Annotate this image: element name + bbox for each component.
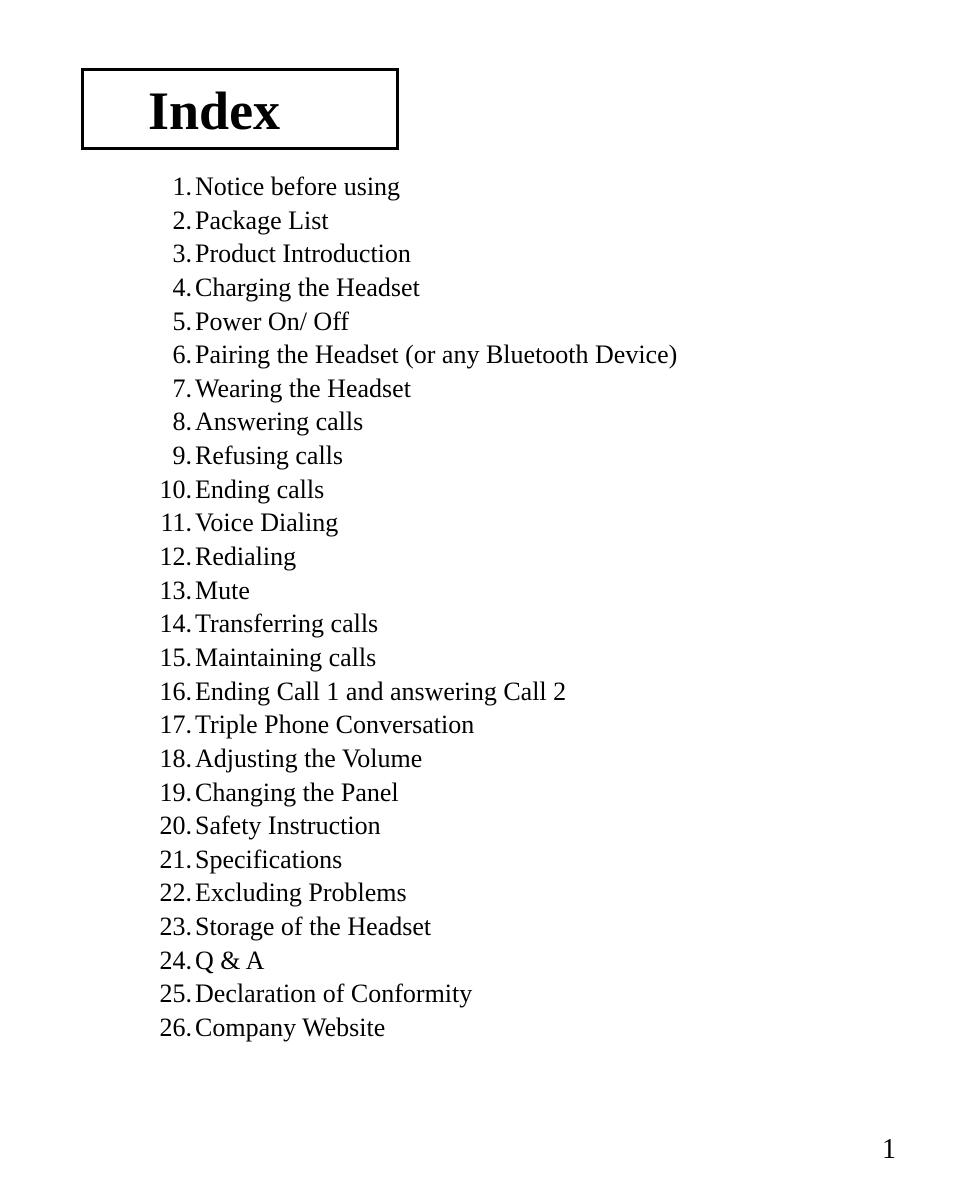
toc-item (150, 641, 677, 675)
toc-item-number: 13. (159, 575, 192, 605)
toc-item-number: 19. (159, 777, 192, 807)
toc-item (150, 910, 677, 944)
toc-item-label: Company Website (195, 1013, 386, 1043)
toc-item-label: Q & A (195, 945, 265, 975)
toc-item-label: Redialing (195, 542, 297, 572)
toc-item (150, 607, 677, 641)
toc-item-label: Declaration of Conformity (195, 979, 473, 1009)
toc-item (150, 776, 677, 810)
toc-item-label: Ending calls (195, 474, 325, 504)
toc-item-label: Excluding Problems (195, 878, 407, 908)
table-of-contents (150, 170, 677, 1045)
toc-item-label: Mute (195, 575, 250, 605)
index-title-box (81, 68, 399, 150)
toc-item-number: 21. (159, 844, 192, 874)
toc-item (150, 708, 677, 742)
toc-item-number: 23. (159, 912, 192, 942)
toc-item-number: 9. (172, 441, 192, 471)
toc-item-number: 4. (172, 272, 192, 302)
toc-item-label: Storage of the Headset (195, 912, 432, 942)
toc-item-label: Power On/ Off (195, 306, 350, 336)
toc-item (150, 1011, 677, 1045)
toc-item (150, 237, 677, 271)
toc-item-label: Notice before using (195, 172, 401, 201)
toc-item-label: Charging the Headset (195, 272, 420, 302)
toc-item-number: 10. (159, 474, 192, 504)
toc-item-label: Voice Dialing (195, 508, 339, 538)
toc-item (150, 843, 677, 877)
toc-item-number: 1. (172, 172, 192, 201)
toc-item (150, 405, 677, 439)
toc-item-label: Refusing calls (195, 441, 344, 471)
toc-item-label: Maintaining calls (195, 642, 377, 672)
toc-item (150, 170, 677, 204)
toc-item-label: Transferring calls (195, 609, 379, 639)
toc-item (150, 876, 677, 910)
toc-item-number: 20. (159, 811, 192, 841)
toc-item-number: 7. (172, 373, 192, 403)
toc-item-number: 18. (159, 743, 192, 773)
toc-item (150, 204, 677, 238)
toc-item-number: 24. (159, 945, 192, 975)
toc-item (150, 338, 677, 372)
toc-item-number: 16. (159, 676, 192, 706)
toc-item (150, 574, 677, 608)
toc-item (150, 977, 677, 1011)
toc-item-label: Wearing the Headset (195, 373, 411, 403)
toc-item-label: Answering calls (195, 407, 364, 437)
toc-item (150, 675, 677, 709)
toc-item-number: 2. (172, 205, 192, 235)
toc-item (150, 540, 677, 574)
toc-item-number: 26. (159, 1013, 192, 1043)
toc-item-number: 3. (172, 239, 192, 269)
toc-item-number: 5. (172, 306, 192, 336)
toc-item (150, 271, 677, 305)
toc-item-label: Package List (195, 205, 329, 235)
page-title: Index (148, 81, 281, 141)
toc-item-number: 14. (159, 609, 192, 639)
toc-item-number: 25. (159, 979, 192, 1009)
toc-item-number: 12. (159, 542, 192, 572)
toc-item-number: 8. (172, 407, 192, 437)
toc-item-number: 15. (159, 642, 192, 672)
toc-item-label: Safety Instruction (195, 811, 381, 841)
toc-item (150, 305, 677, 339)
toc-item-label: Ending Call 1 and answering Call 2 (195, 676, 567, 706)
toc-item (150, 439, 677, 473)
toc-item (150, 506, 677, 540)
toc-item-number: 11. (160, 508, 192, 538)
toc-item-label: Changing the Panel (195, 777, 399, 807)
page-number: 1 (882, 1134, 896, 1165)
toc-item-number: 17. (159, 710, 192, 740)
toc-item-label: Triple Phone Conversation (195, 710, 475, 740)
toc-item-label: Adjusting the Volume (195, 743, 423, 773)
toc-item-label: Pairing the Headset (or any Bluetooth Device) (195, 340, 678, 370)
toc-item (150, 473, 677, 507)
toc-item-number: 6. (172, 340, 192, 370)
toc-item-label: Product Introduction (195, 239, 411, 269)
toc-item (150, 809, 677, 843)
toc-item (150, 372, 677, 406)
toc-item (150, 742, 677, 776)
toc-item (150, 944, 677, 978)
toc-item-number: 22. (159, 878, 192, 908)
toc-item-label: Specifications (195, 844, 343, 874)
